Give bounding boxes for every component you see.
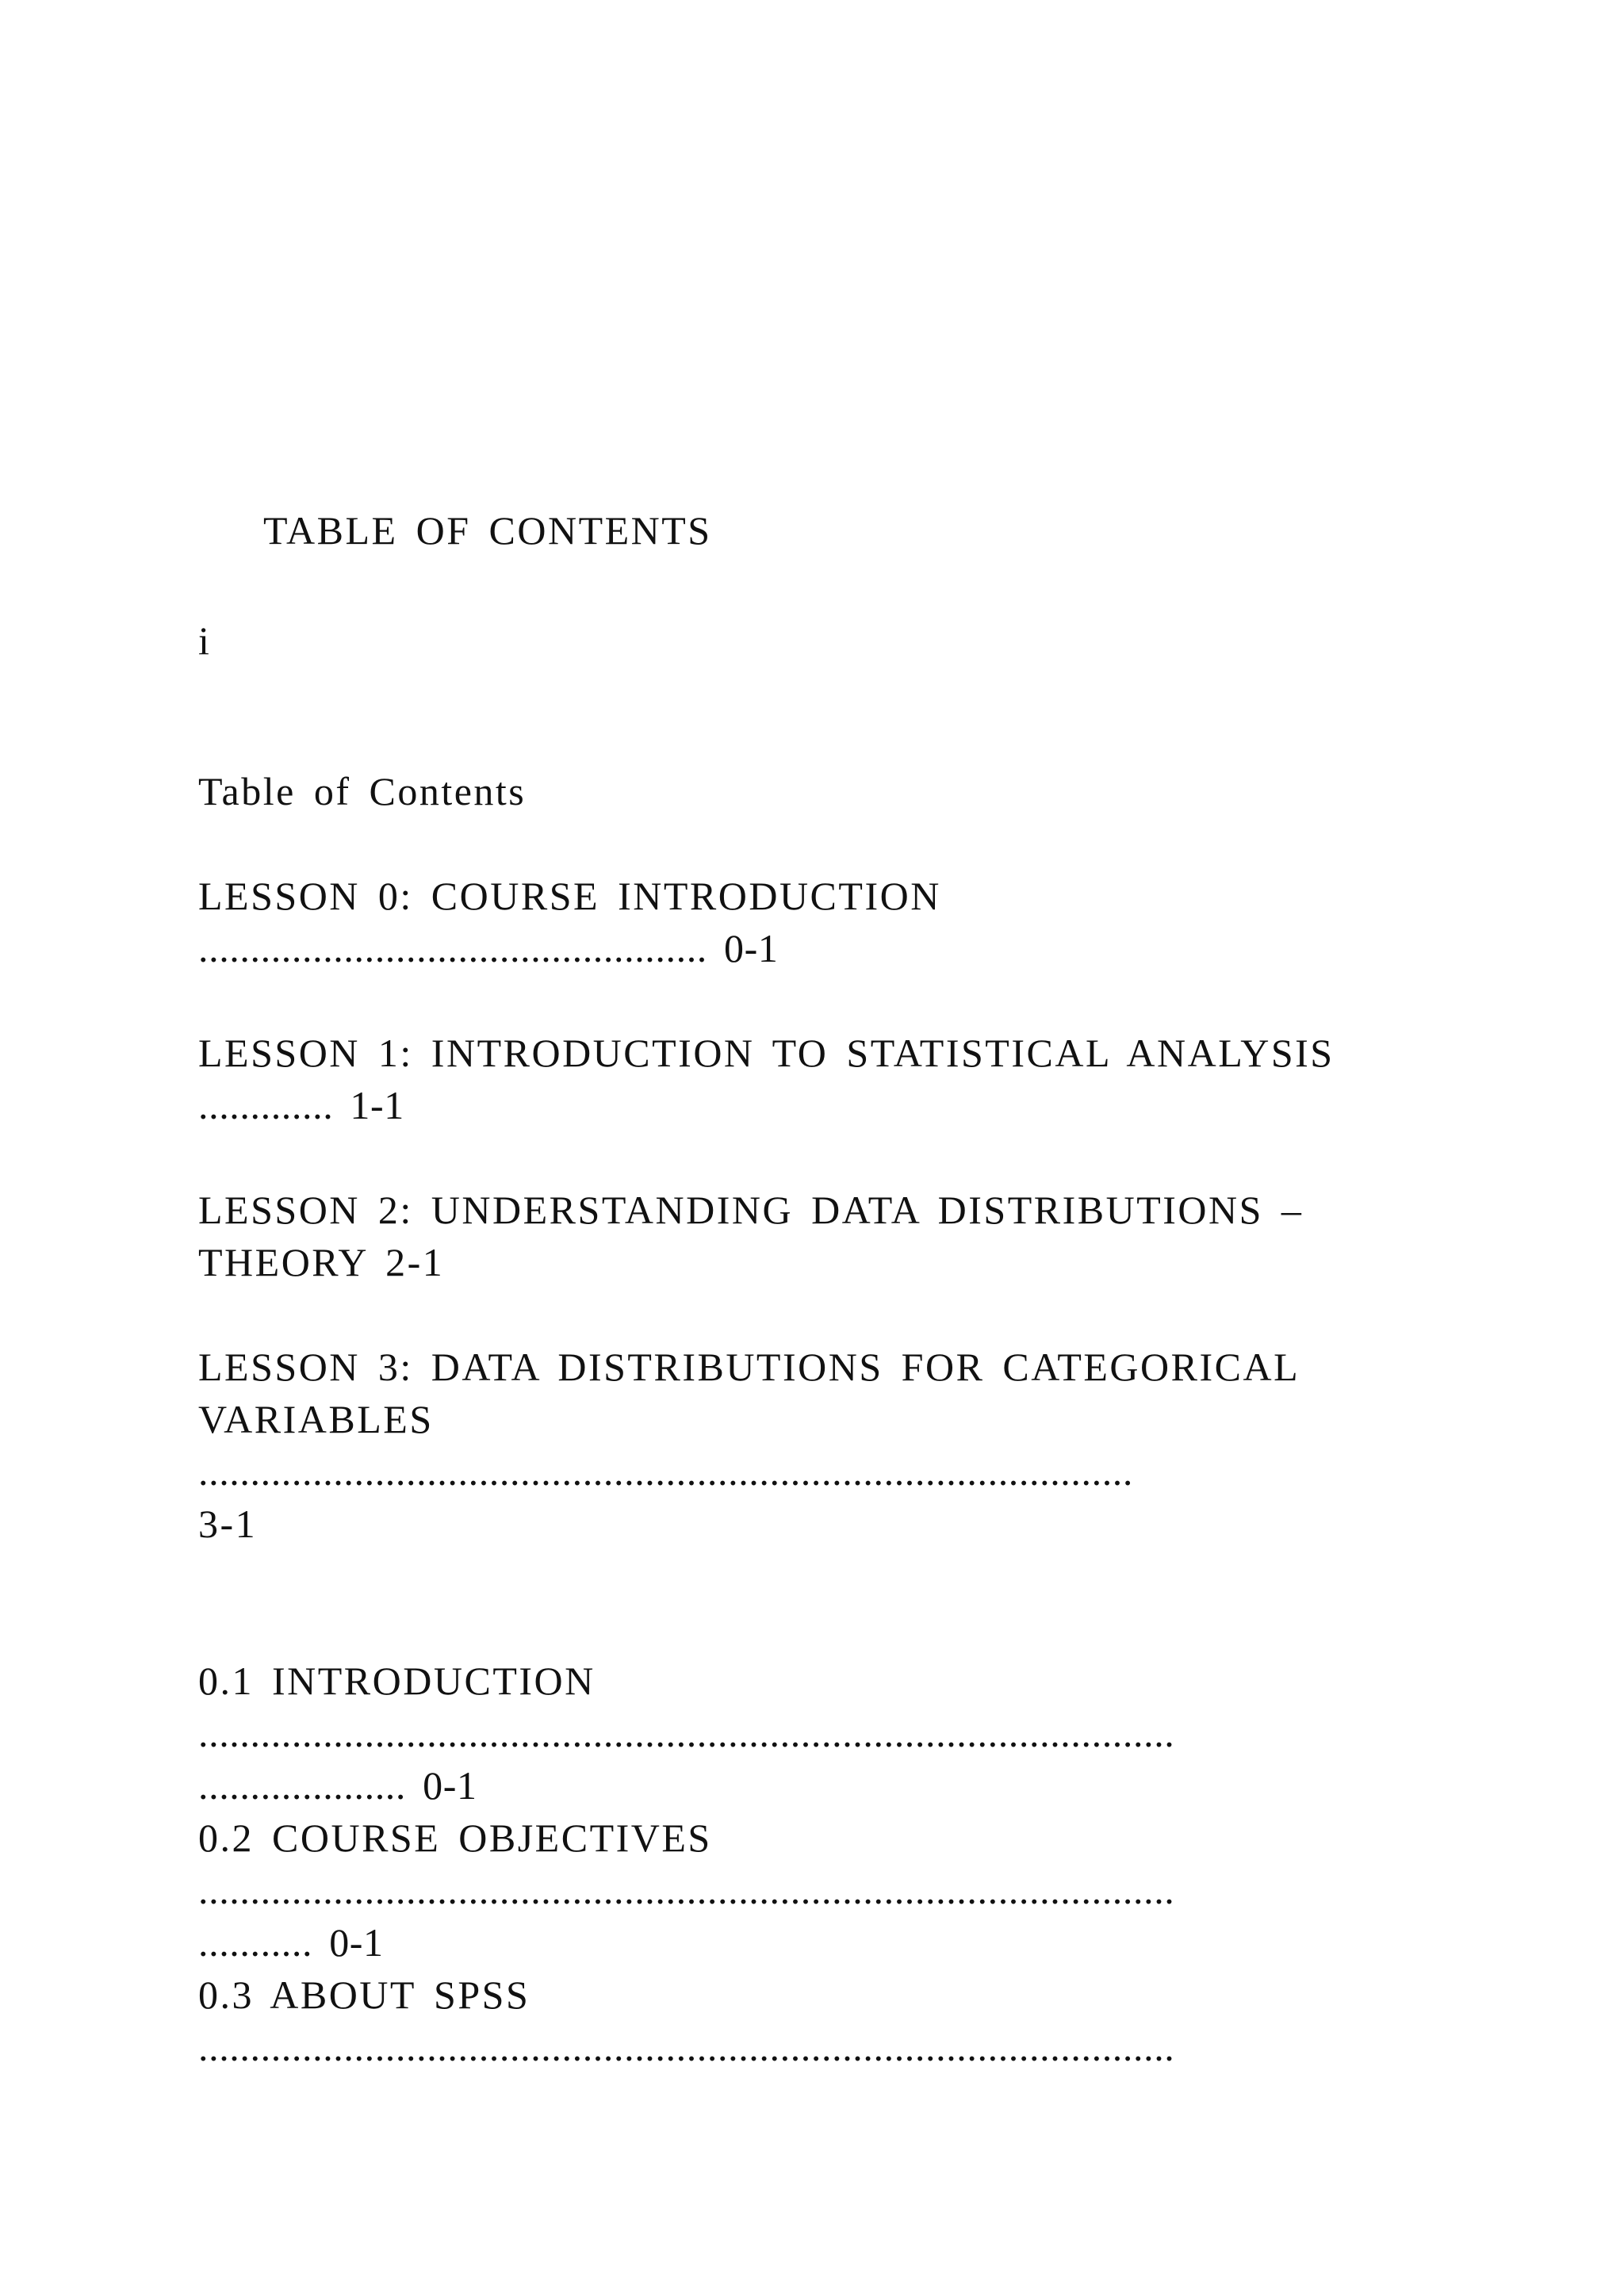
toc-entry-lesson-0-title[interactable]: LESSON 0: COURSE INTRODUCTION <box>198 874 941 918</box>
toc-entry-lesson-2-title[interactable]: LESSON 2: UNDERSTANDING DATA DISTRIBUTIONS – <box>198 1188 1304 1232</box>
toc-entry-section-0-2-leader[interactable]: .............................................................................................. <box>198 1868 1175 1912</box>
running-head: TABLE OF CONTENTS <box>263 508 712 553</box>
toc-entry-lesson-1-title[interactable]: LESSON 1: INTRODUCTION TO STATISTICAL ANALYSIS <box>198 1031 1335 1075</box>
toc-entry-lesson-0-page[interactable]: ................................................. 0-1 <box>198 926 779 970</box>
toc-entry-section-0-3-title[interactable]: 0.3 ABOUT SPSS <box>198 1973 530 2017</box>
toc-entry-lesson-3-title-cont[interactable]: VARIABLES <box>198 1397 434 1441</box>
toc-entry-lesson-2-page[interactable]: THEORY 2-1 <box>198 1240 445 1284</box>
toc-entry-section-0-3-leader[interactable]: .............................................................................................. <box>198 2025 1175 2069</box>
toc-entry-section-0-1-page[interactable]: .................... 0-1 <box>198 1763 477 1808</box>
toc-entry-lesson-3-page[interactable]: 3-1 <box>198 1502 258 1546</box>
toc-entry-section-0-2-title[interactable]: 0.2 COURSE OBJECTIVES <box>198 1816 712 1860</box>
toc-entry-lesson-3-title[interactable]: LESSON 3: DATA DISTRIBUTIONS FOR CATEGORICAL <box>198 1345 1300 1389</box>
toc-entry-section-0-1-title[interactable]: 0.1 INTRODUCTION <box>198 1659 596 1703</box>
toc-entry-lesson-1-page[interactable]: ............. 1-1 <box>198 1083 404 1127</box>
toc-entry-section-0-1-leader[interactable]: .............................................................................................. <box>198 1711 1175 1755</box>
toc-entry-lesson-3-leader[interactable]: .......................................................................................... <box>198 1449 1133 1494</box>
toc-entry-section-0-2-page[interactable]: ........... 0-1 <box>198 1920 384 1965</box>
toc-title: Table of Contents <box>198 769 527 813</box>
page-number: i <box>198 618 212 663</box>
